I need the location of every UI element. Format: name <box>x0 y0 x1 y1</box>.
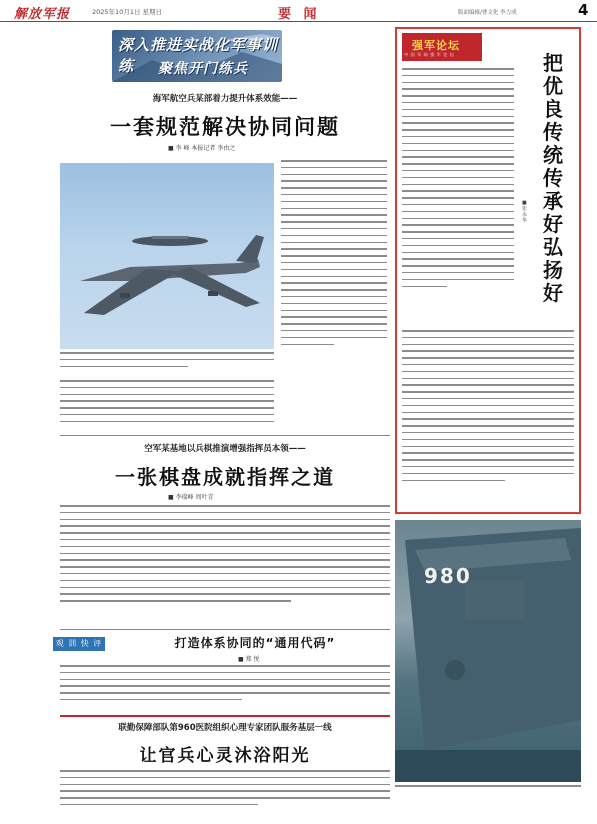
aircraft-illustration <box>60 163 274 349</box>
section-title: 要 闻 <box>278 7 321 22</box>
banner-line-2: 聚焦开门练兵 <box>158 61 248 77</box>
observation-text <box>60 665 390 713</box>
hull-number: 980 <box>424 564 472 588</box>
observation-headline: 打造体系协同的“通用代码” <box>174 636 336 650</box>
article1-headline: 一套规范解决协同问题 <box>110 115 340 139</box>
warship-photo-caption <box>395 785 581 795</box>
forum-tag-title: 强军论坛 <box>412 39 460 52</box>
article1-byline: ■ 李 峰 本报记者 李由之 <box>168 145 236 152</box>
banner-line-1: 深入推进实战化军事训练 <box>118 36 279 75</box>
aircraft-photo-caption <box>60 352 274 376</box>
forum-tag-subtitle: 中 国 军 网 强 军 论 坛 <box>404 52 455 57</box>
article3-text <box>60 770 390 818</box>
forum-text-bottom <box>402 330 574 508</box>
article2-divider <box>60 629 390 630</box>
masthead <box>0 0 597 22</box>
warship-photo <box>395 520 581 782</box>
article2-text <box>60 505 390 625</box>
section-divider <box>60 715 390 717</box>
article1-kicker: 海军航空兵某部着力提升体系效能—— <box>152 94 298 104</box>
article2-byline: ■ 李瑞峰 周叶青 <box>168 494 214 501</box>
article1-text-right <box>281 160 387 368</box>
newspaper-name: 解放军报 <box>14 7 71 22</box>
forum-byline: ■ 张 永 华 <box>522 200 528 224</box>
observation-byline: ■ 郑 悦 <box>238 656 260 663</box>
aircraft-photo <box>60 163 274 349</box>
dateline: 2025年10月1日 星期日 <box>92 8 163 16</box>
commentary-column-label: 观 训 快 评 <box>55 639 103 648</box>
forum-tag <box>402 33 482 61</box>
article2-headline: 一张棋盘成就指挥之道 <box>115 465 335 489</box>
page-number: 4 <box>578 1 589 19</box>
warship-illustration <box>395 520 581 782</box>
article1-divider <box>60 435 390 436</box>
column-banner <box>112 30 282 82</box>
forum-text-top <box>402 68 514 313</box>
forum-headline: 把优良传统传承好弘扬好 <box>543 51 563 305</box>
page-editors: 版面编辑/曹文化 李力成 <box>458 10 517 16</box>
article2-kicker: 空军某基地以兵棋推演增强指挥员本领—— <box>144 444 306 454</box>
article3-kicker: 联勤保障部队第960医院组织心理专家团队服务基层一线 <box>118 723 332 733</box>
article3-headline: 让官兵心灵沐浴阳光 <box>139 746 311 766</box>
article1-text-bottom <box>60 380 274 430</box>
commentary-column-tag <box>53 637 105 651</box>
